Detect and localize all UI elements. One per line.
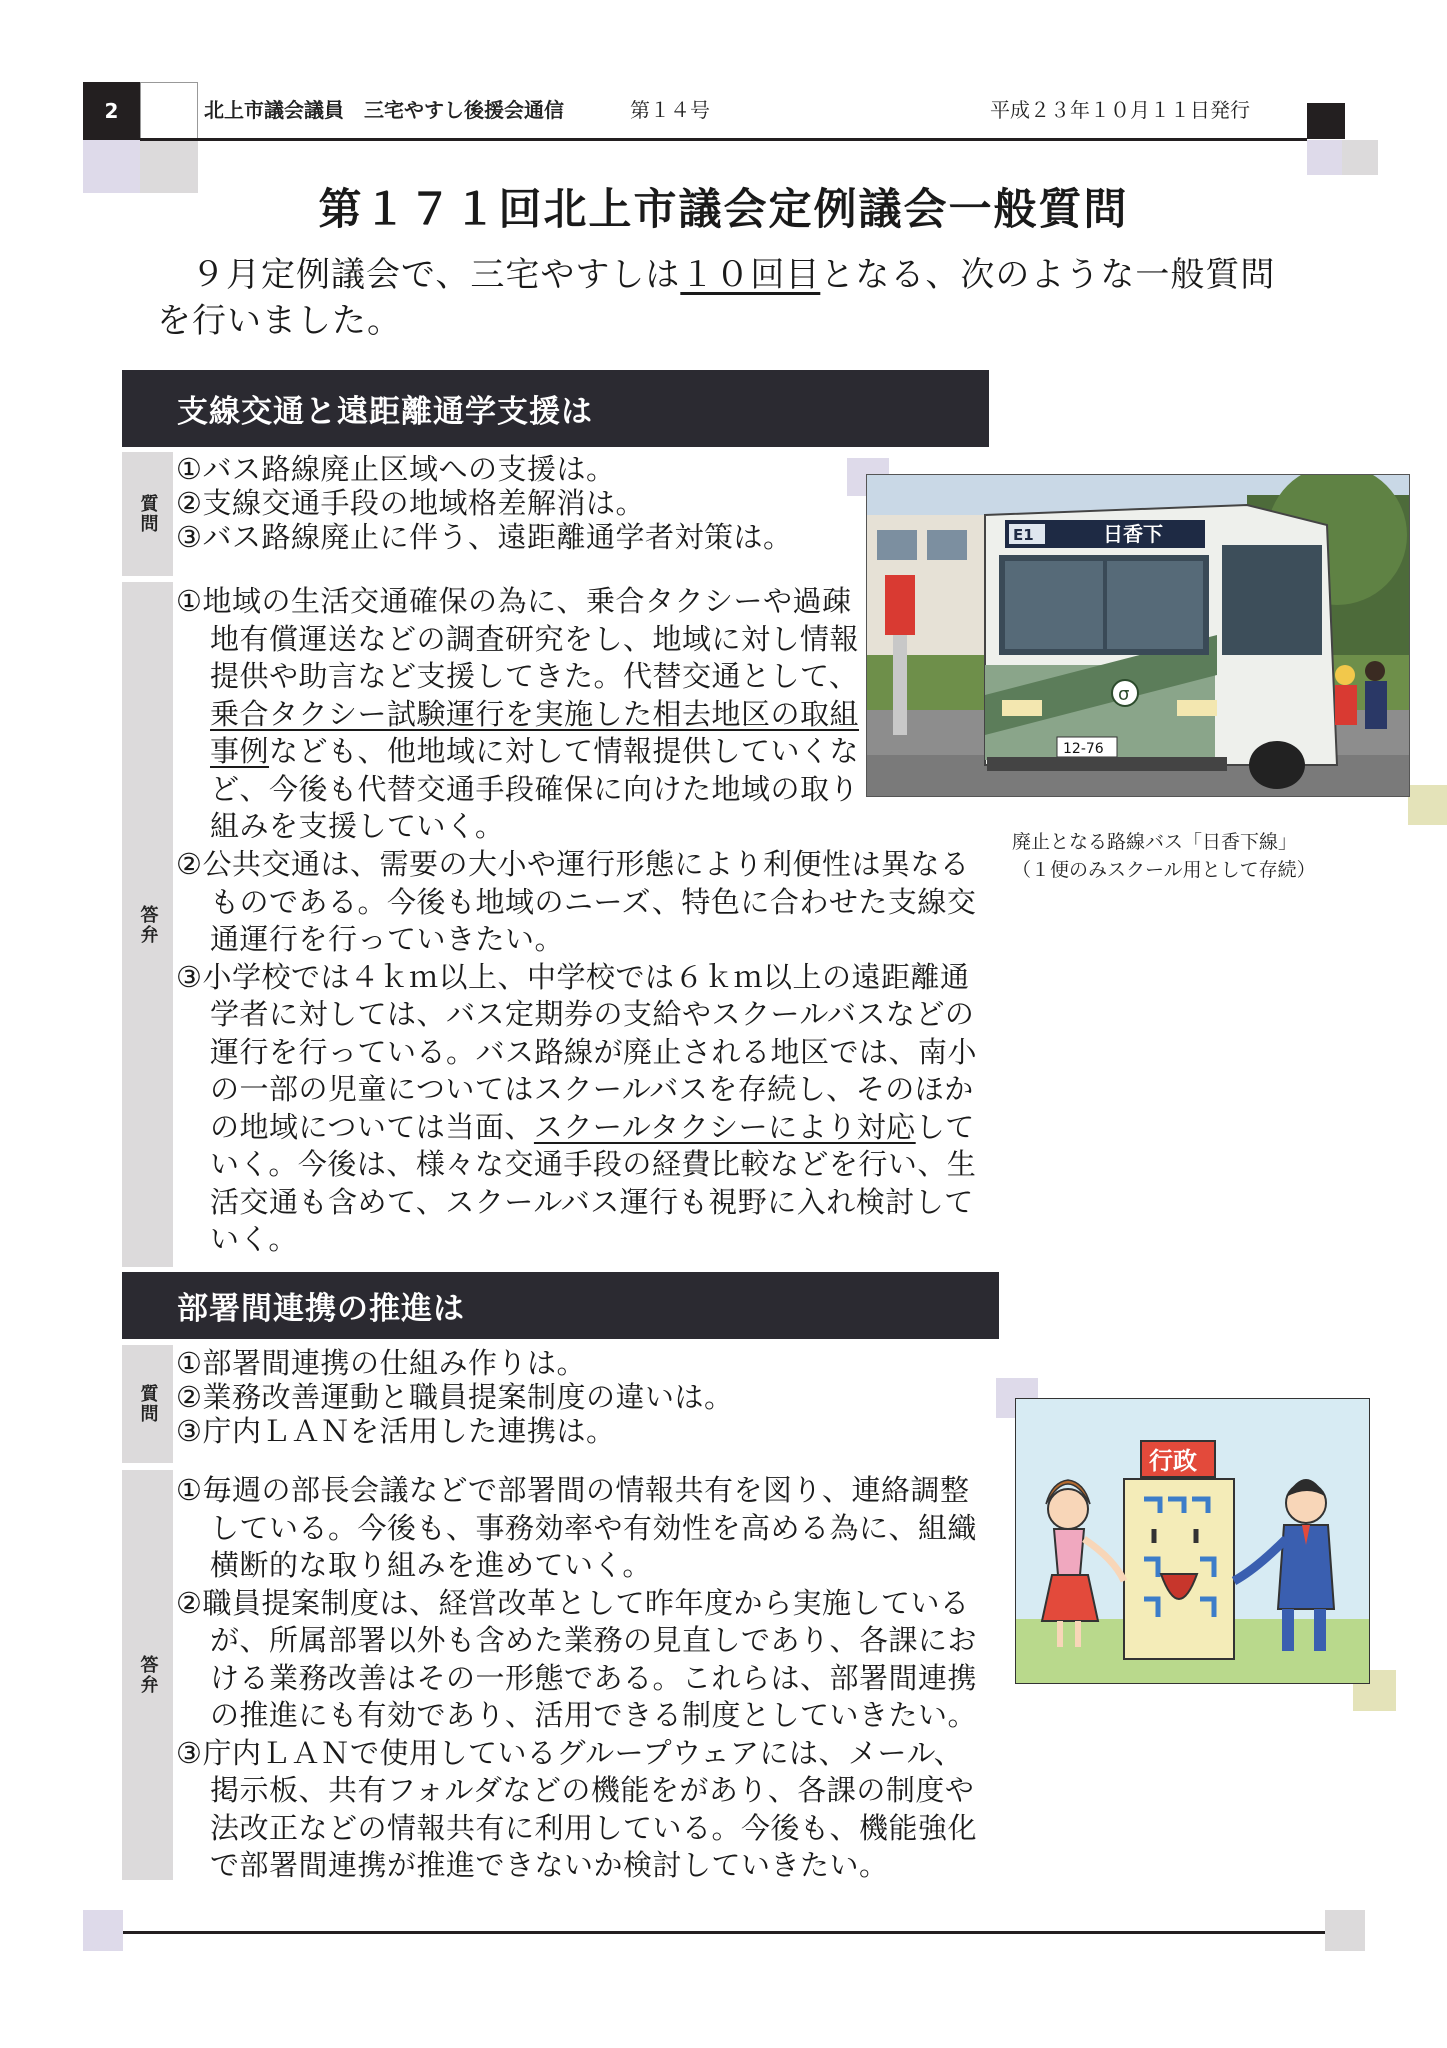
section1-question-label [122, 452, 173, 576]
bus-destination-sign: 日香下 [1103, 522, 1163, 546]
section2-question-label [122, 1345, 173, 1463]
government-illustration [1015, 1398, 1370, 1684]
photo-caption-line2: （１便のみスクール用として存続） [1012, 859, 1316, 881]
footer-rule [123, 1931, 1325, 1934]
bus-plate: 12-76 [1063, 741, 1104, 757]
question-item: ③バス路線廃止に伴う、遠距離通学者対策は。 [176, 520, 793, 554]
footer-square-right [1325, 1910, 1365, 1951]
intro-text-1: ９月定例議会で、三宅やすしは [191, 255, 681, 295]
answer-label-text: 答弁 [137, 1655, 159, 1695]
question-item: ②支線交通手段の地域格差解消は。 [176, 486, 645, 520]
header-square-right-black [1307, 103, 1345, 139]
question-label-text: 質問 [137, 1384, 159, 1424]
issue-number: 第１４号 [630, 98, 710, 122]
answer-1-text: ①地域の生活交通確保の為に、乗合タクシーや過疎地有償運送などの調査研究をし、地域に対し情報提供や助言など支援してきた。代替交通として、 [176, 584, 860, 693]
section1-answer-1 [176, 583, 870, 846]
photo-caption-line1: 廃止となる路線バス「日香下線」 [1012, 831, 1298, 853]
question-item: ①部署間連携の仕組み作りは。 [176, 1346, 586, 1380]
header-square-right-lavender [1307, 140, 1342, 175]
bus-photo [866, 474, 1410, 797]
page-number: 2 [83, 82, 140, 140]
question-label-text: 質問 [137, 494, 159, 534]
section2-answer-2: ②職員提案制度は、経営改革として昨年度から実施しているが、所属部署以外も含めた業務の見直しであり、各課における業務改善はその一形態である。これらは、部署間連携の推進にも有効であり、活用できる制度としていきたい。 [176, 1585, 978, 1732]
bus-route-number: E1 [1013, 526, 1034, 544]
header-rule [140, 138, 1307, 141]
page-title: 第１７１回北上市議会定例議会一般質問 [318, 185, 1129, 235]
question-item: ②業務改善運動と職員提案制度の違いは。 [176, 1380, 734, 1414]
section2-answer-3: ③庁内ＬＡＮで使用しているグループウェアには、メール、掲示板、共有フォルダなどの機能をがあり、各課の制度や法改正などの情報共有に利用している。今後も、機能強化で部署間連携が推進できないか検討していきたい。 [176, 1735, 978, 1882]
section2-questions [176, 1346, 976, 1448]
section2-answer-1: ①毎週の部長会議などで部署間の情報共有を図り、連絡調整している。今後も、事務効率や有効性を高める為に、組織横断的な取り組みを進めていく。 [176, 1473, 978, 1582]
photo-corner-square-bottom [1408, 785, 1447, 825]
section1-answer-3 [176, 959, 984, 1259]
answer-3-text-end: していく。今後は、様々な交通手段の経費比較などを行い、生活交通も含めて、スクールバス運行も視野に入れ検討していく。 [210, 1109, 977, 1256]
section2-heading: 部署間連携の推進は [122, 1272, 999, 1339]
illustration-sign: 行政 [1149, 1447, 1197, 1475]
issue-date: 平成２３年１０月１１日発行 [990, 98, 1250, 122]
answer-3-text: ③小学校では４ｋｍ以上、中学校では６ｋｍ以上の遠距離通学者に対しては、バス定期券の支給やスクールバスなどの運行を行っている。バス路線が廃止される地区では、南小の一部の児童についてはスクールバスを存続し、そのほかの地域については当面、 [176, 959, 978, 1144]
section1-answers-2-3 [176, 846, 984, 1259]
answer-3-underlined: スクールタクシーにより対応 [533, 1109, 916, 1144]
section1-answer-2: ②公共交通は、需要の大小や運行形態により利便性は異なるものである。今後も地域のニーズ、特色に合わせた支線交通運行を行っていきたい。 [176, 847, 977, 956]
photo-caption [1012, 828, 1352, 884]
answer-1-text-end: なども、他地域に対して情報提供していくなど、今後も代替交通手段確保に向けた地域の取り組みを支援していく。 [210, 734, 860, 843]
bus-photo-image [867, 475, 1410, 797]
section1-heading: 支線交通と遠距離通学支援は [122, 370, 989, 447]
bus-emblem: σ [1118, 684, 1130, 705]
section2-answer-label [122, 1470, 173, 1880]
answer-1-underlined: 乗合タクシー試験運行を実施した相去地区の取組事例 [210, 696, 860, 768]
footer-square-left [83, 1910, 123, 1951]
section1-answer-label [122, 582, 173, 1267]
section1-questions [176, 452, 836, 554]
intro-underlined: １０回目 [680, 255, 821, 295]
section2-answers [176, 1472, 984, 1885]
government-illustration-image [1016, 1399, 1370, 1684]
header-square-left-outline [140, 82, 198, 140]
intro-paragraph [157, 252, 1307, 344]
question-item: ③庁内ＬＡＮを活用した連携は。 [176, 1414, 616, 1448]
answer-label-text: 答弁 [137, 904, 159, 945]
publication-title: 北上市議会議員 三宅やすし後援会通信 [204, 98, 564, 122]
header-square-right-grey [1342, 140, 1378, 175]
question-item: ①バス路線廃止区域への支援は。 [176, 452, 616, 486]
intro-text-2: となる、次のような一般質問を行いました。 [157, 255, 1276, 341]
